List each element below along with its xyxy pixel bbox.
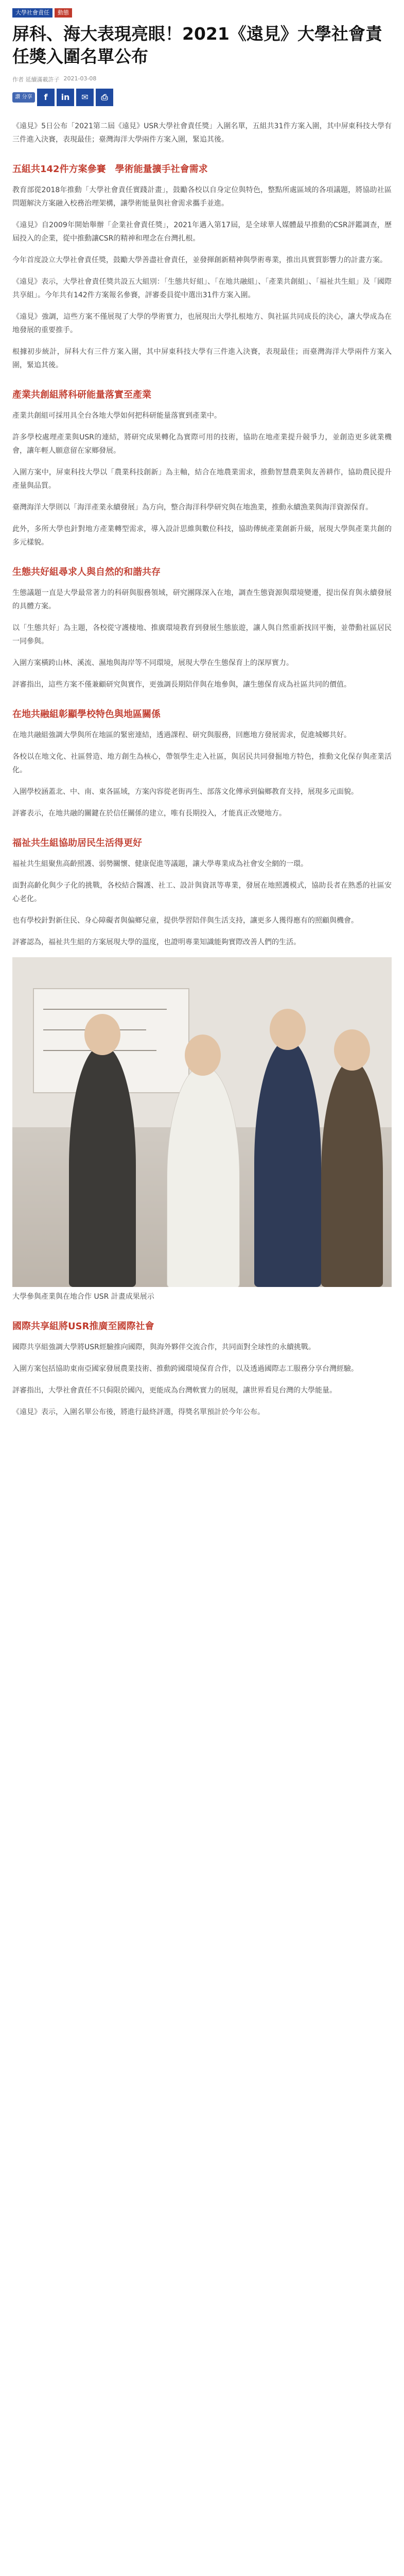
paragraph: 福祉共生組聚焦高齡照護、弱勢關懷、健康促進等議題，讓大學專業成為社會安全網的一環。 xyxy=(12,860,308,868)
person-figure xyxy=(69,1045,136,1287)
paragraph: 評審指出，這些方案不僅兼顧研究與實作，更強調長期陪伴與在地參與，讓生態保育成為社區共同的價值。 xyxy=(12,681,351,689)
publish-date: 2021-03-08 xyxy=(63,75,97,82)
page-title: 屏科、海大表現亮眼！2021《遠見》大學社會責任獎入圍名單公布 xyxy=(12,24,382,66)
paragraph: 評審認為，福祉共生組的方案展現大學的溫度，也證明專業知識能夠實際改善人們的生活。 xyxy=(12,938,301,946)
paragraph: 也有學校針對新住民、身心障礙者與偏鄉兒童，提供學習陪伴與生活支持，讓更多人獲得應有的照顧與機會。 xyxy=(12,917,358,925)
facebook-like-button[interactable]: 讚 分享 xyxy=(12,92,35,103)
paragraph: 以「生態共好」為主題，各校從守護棲地、推廣環境教育到發展生態旅遊，讓人與自然重新找回平衡，並帶動社區居民一同參與。 xyxy=(12,624,392,646)
paragraph: 《遠見》自2009年開始舉辦「企業社會責任獎」，2021年邁入第17屆，是全球華人媒體最早推動的CSR評鑑調查，歷屆投入的企業，從中推動讓CSR的精神和理念在台灣扎根。 xyxy=(12,221,392,243)
paragraph: 許多學校處理產業與USR的連結，將研究成果轉化為實際可用的技術，協助在地產業提升競爭力，並創造更多就業機會，讓年輕人願意留在家鄉發展。 xyxy=(12,433,392,455)
person-figure xyxy=(321,1060,383,1287)
person-head xyxy=(270,1009,306,1050)
section-heading: 生態共好組尋求人與自然的和諧共存 xyxy=(12,567,161,578)
paragraph: 評審指出，大學社會責任不只侷限於國內，更能成為台灣軟實力的展現，讓世界看見台灣的大學能量。 xyxy=(12,1386,337,1395)
photo-caption: 大學參與產業與在地合作 USR 計畫成果展示 xyxy=(12,1293,154,1301)
paragraph: 《遠見》5日公布「2021第二屆《遠見》USR大學社會責任獎」入圍名單，五組共31件方案入圍，其中屏東科技大學有三件進入決賽，表現最佳；臺灣海洋大學兩件方案入圍，緊追其後。 xyxy=(12,122,392,144)
article-photo xyxy=(12,957,392,1287)
paragraph: 產業共創組可採用具全台各地大學如何把科研能量落實到產業中。 xyxy=(12,412,221,420)
facebook-share-icon[interactable]: f xyxy=(37,89,55,106)
paragraph: 今年首度設立大學社會責任獎，鼓勵大學善盡社會責任，並發揮創新精神與學術專業，推出具實質影響力的計畫方案。 xyxy=(12,256,387,264)
board-line xyxy=(43,1009,167,1010)
paragraph: 國際共享組強調大學將USR經驗推向國際，與海外夥伴交流合作，共同面對全球性的永續挑戰。 xyxy=(12,1343,315,1351)
section-heading: 國際共享組將USR推廣至國際社會 xyxy=(12,1321,154,1332)
section-heading: 五組共142件方案參賽 學術能量擴手社會需求 xyxy=(12,164,208,175)
paragraph: 此外，多所大學也針對地方產業轉型需求，導入設計思維與數位科技，協助傳統產業創新升級，展現大學與產業共創的多元樣貌。 xyxy=(12,525,392,547)
author-label: 作者 延續滿載許子 xyxy=(12,76,60,83)
paragraph: 面對高齡化與少子化的挑戰，各校結合醫護、社工、設計與資訊等專業，發展在地照護模式，協助長者在熟悉的社區安心老化。 xyxy=(12,882,392,903)
paragraph: 評審表示，在地共融的關鍵在於信任關係的建立，唯有長期投入，才能真正改變地方。 xyxy=(12,809,286,818)
person-head xyxy=(185,1035,221,1076)
email-share-icon[interactable]: ✉ xyxy=(76,89,94,106)
linkedin-share-icon[interactable]: in xyxy=(57,89,74,106)
paragraph: 入圍方案中，屏東科技大學以「農業科技創新」為主軸，結合在地農業需求，推動智慧農業與友善耕作，協助農民提升產量與品質。 xyxy=(12,468,392,490)
paragraph: 《遠見》表示，大學社會責任獎共設五大組別：「生態共好組」、「在地共融組」、「產業共創組」、「福祉共生組」及「國際共享組」。今年共有142件方案報名參賽，評審委員從中選出31件方案入圍。 xyxy=(12,278,392,299)
article-meta xyxy=(12,75,392,83)
paragraph: 根據初步統計，屏科大有三件方案入圍，其中屏東科技大學有三件進入決賽，表現最佳；而臺灣海洋大學兩件方案入圍，緊追其後。 xyxy=(12,348,392,369)
article-body xyxy=(12,120,392,1419)
paragraph: 《遠見》強調，這些方案不僅展現了大學的學術實力，也展現出大學扎根地方、與社區共同成長的決心，讓大學成為在地發展的重要推手。 xyxy=(12,313,392,334)
paragraph: 教育部從2018年推動「大學社會責任實踐計畫」，鼓勵各校以自身定位與特色，整點所處區域的各項議題，將協助社區問題解決方案融入校務治理架構，讓學術能量與社會需求攜手並進。 xyxy=(12,186,392,208)
person-head xyxy=(334,1029,370,1071)
share-bar xyxy=(12,89,392,106)
section-heading: 在地共融組彰顯學校特色與地區關係 xyxy=(12,709,161,720)
section-heading: 福祉共生組協助居民生活得更好 xyxy=(12,838,142,849)
person-head xyxy=(84,1014,120,1055)
paragraph: 《遠見》表示，入圍名單公布後，將進行最終評選，得獎名單預計於今年公布。 xyxy=(12,1408,265,1416)
person-figure xyxy=(167,1065,240,1287)
paragraph: 臺灣海洋大學則以「海洋產業永續發展」為方向，整合海洋科學研究與在地漁業，推動永續漁業與海洋資源保育。 xyxy=(12,503,373,512)
paragraph: 入圍方案橫跨山林、溪流、濕地與海岸等不同環境，展現大學在生態保育上的深厚實力。 xyxy=(12,659,293,667)
paragraph: 入圍學校涵蓋北、中、南、東各區域，方案內容從老街再生、部落文化傳承到偏鄉教育支持，展現多元面貌。 xyxy=(12,788,358,796)
paragraph: 生態議題一直是大學最常著力的科研與服務領域，研究團隊深入在地，調查生態資源與環境變遷，提出保育與永續發展的具體方案。 xyxy=(12,589,392,611)
section-heading: 產業共創組將科研能量落實至產業 xyxy=(12,389,151,400)
paragraph: 在地共融組強調大學與所在地區的緊密連結，透過課程、研究與服務，回應地方發展需求，促進城鄉共好。 xyxy=(12,731,351,739)
print-icon[interactable]: ⎙ xyxy=(96,89,113,106)
breadcrumb xyxy=(12,8,392,18)
breadcrumb-subcategory[interactable]: 動態 xyxy=(55,8,72,18)
breadcrumb-category[interactable]: 大學社會責任 xyxy=(12,8,52,18)
paragraph: 各校以在地文化、社區營造、地方創生為核心，帶領學生走入社區，與居民共同發掘地方特色，推動文化保存與產業活化。 xyxy=(12,753,392,774)
person-figure xyxy=(254,1040,321,1287)
paragraph: 入圍方案包括協助東南亞國家發展農業技術、推動跨國環境保育合作，以及透過國際志工服務分享台灣經驗。 xyxy=(12,1365,358,1373)
